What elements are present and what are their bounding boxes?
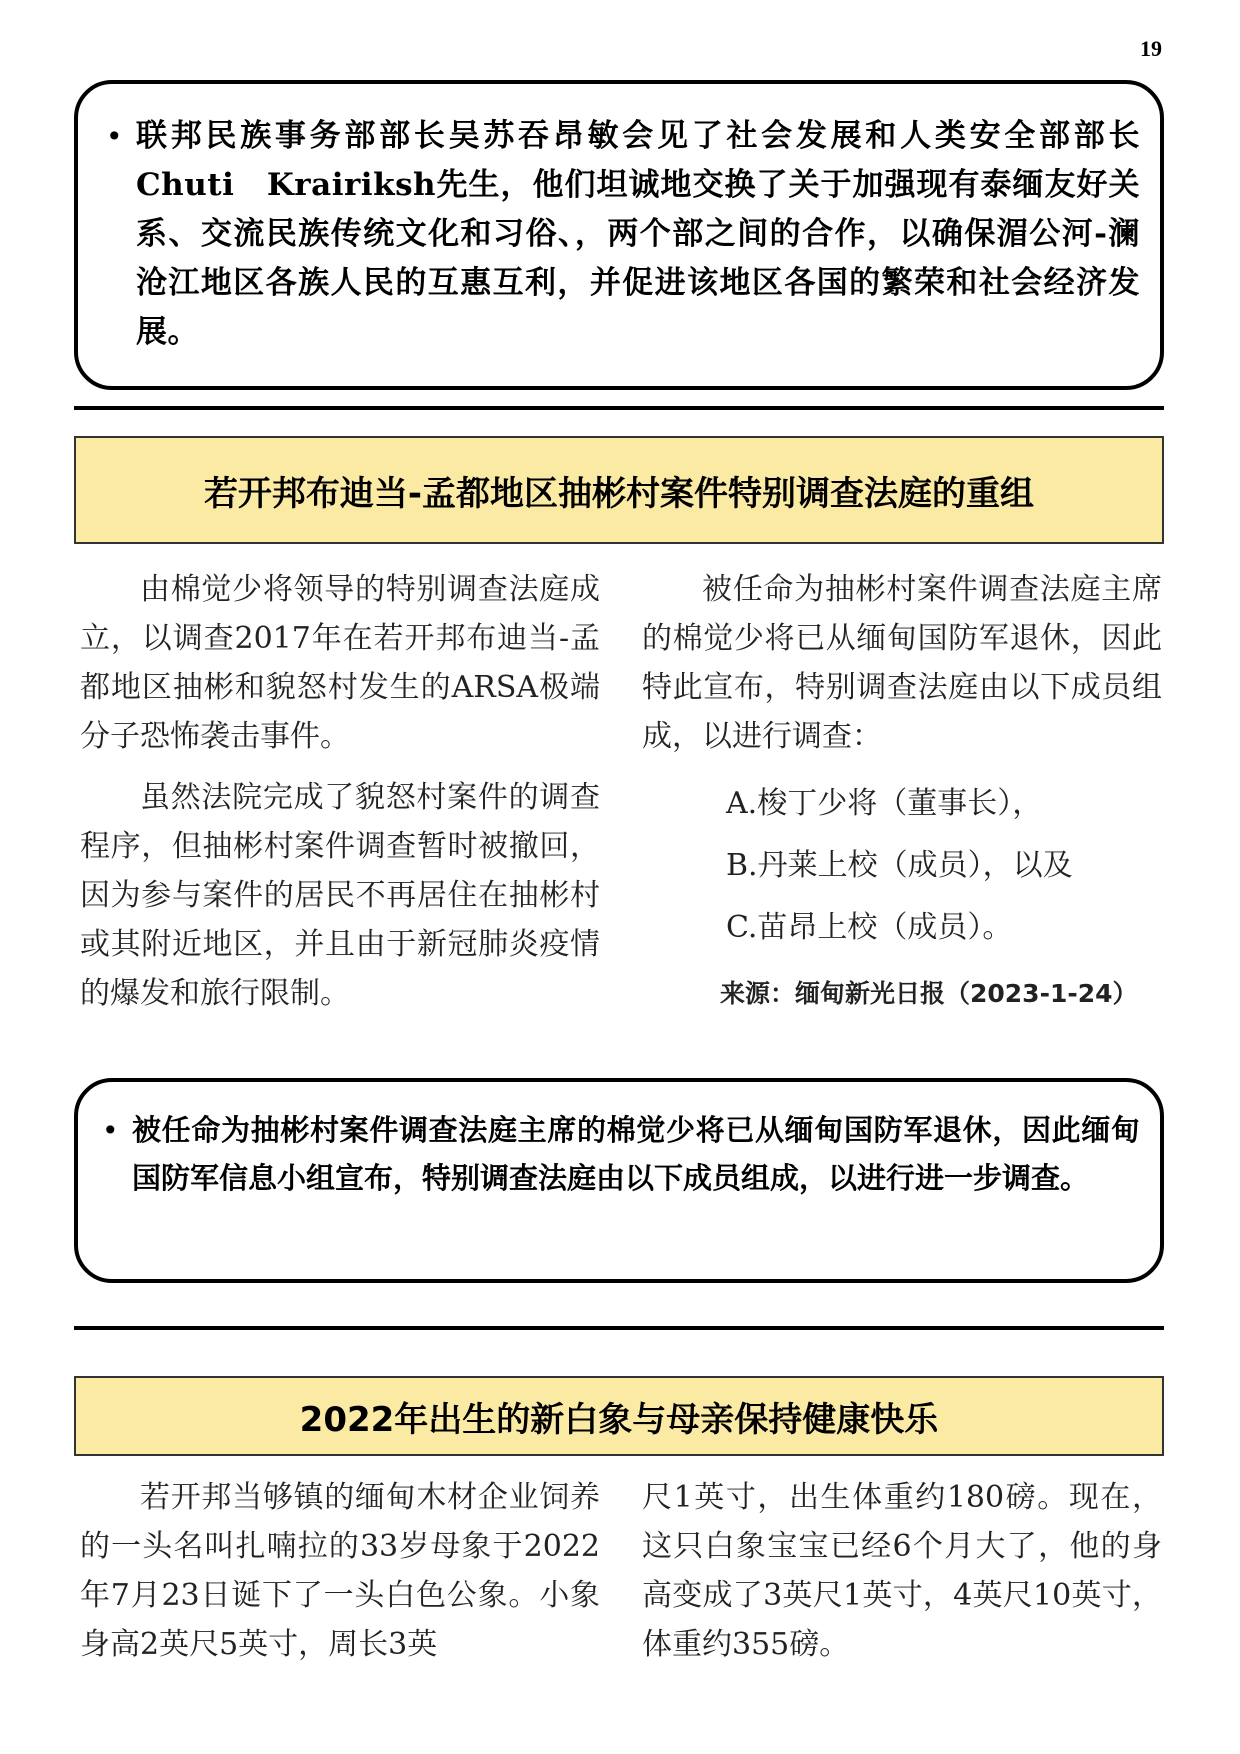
article-2-left-column <box>80 1473 600 1681</box>
paragraph: 被任命为抽彬村案件调查法庭主席的棉觉少将已从缅甸国防军退休，因此特此宣布，特别调查法庭由以下成员组成，以进行调查： <box>642 572 1162 754</box>
article-heading: 若开邦布迪当-孟都地区抽彬村案件特别调查法庭的重组 <box>74 436 1164 544</box>
paragraph: 由棉觉少将领导的特别调查法庭成立，以调查2017年在若开邦布迪当-孟都地区抽彬和貌怒村发生的ARSA极端分子恐怖袭击事件。 <box>80 572 600 754</box>
paragraph: 尺1英寸，出生体重约180磅。现在，这只白象宝宝已经6个月大了，他的身高变成了3英尺1英寸，4英尺10英寸，体重约355磅。 <box>642 1480 1162 1662</box>
member-list <box>642 773 1162 959</box>
source-citation: 来源：缅甸新光日报（2023-1-24） <box>720 979 1138 1008</box>
article-1-left-column <box>80 565 600 1030</box>
article-2-right-column <box>642 1473 1162 1681</box>
paragraph: 若开邦当够镇的缅甸木材企业饲养的一头名叫扎喃拉的33岁母象于2022年7月23日诞下了一头白色公象。小象身高2英尺5英寸，周长3英 <box>80 1480 600 1662</box>
article-1-right-column <box>642 565 1162 1018</box>
section-divider <box>74 406 1164 410</box>
list-item: A.梭丁少将（董事长）， <box>726 786 1043 821</box>
callout-text: 被任命为抽彬村案件调查法庭主席的棉觉少将已从缅甸国防军退休，因此缅甸国防军信息小组宣布，特别调查法庭由以下成员组成，以进行进一步调查。 <box>132 1113 1140 1195</box>
callout-text: 联邦民族事务部部长吴苏吞昂敏会见了社会发展和人类安全部部长Chuti Krairiksh先生，他们坦诚地交换了关于加强现有泰缅友好关系、交流民族传统文化和习俗、，两个部之间的合作，以确保湄公河-澜沧江地区各族人民的互惠互利，并促进该地区各国的繁荣和社会经济发展。 <box>136 118 1140 350</box>
callout-box-2 <box>74 1078 1164 1283</box>
list-item: B.丹莱上校（成员），以及 <box>726 848 1073 883</box>
bullet-icon: • <box>106 120 123 153</box>
bullet-icon: • <box>102 1114 119 1147</box>
callout-box-1 <box>74 80 1164 390</box>
callout-bullet-item <box>102 1106 1140 1202</box>
section-divider <box>74 1326 1164 1330</box>
page-number: 19 <box>1140 36 1162 61</box>
list-item: C.苗昂上校（成员）。 <box>726 910 1013 945</box>
paragraph: 虽然法院完成了貌怒村案件的调查程序，但抽彬村案件调查暂时被撤回，因为参与案件的居民不再居住在抽彬村或其附近地区，并且由于新冠肺炎疫情的爆发和旅行限制。 <box>80 780 600 1011</box>
callout-bullet-item <box>106 112 1140 357</box>
article-heading: 2022年出生的新白象与母亲保持健康快乐 <box>74 1376 1164 1456</box>
